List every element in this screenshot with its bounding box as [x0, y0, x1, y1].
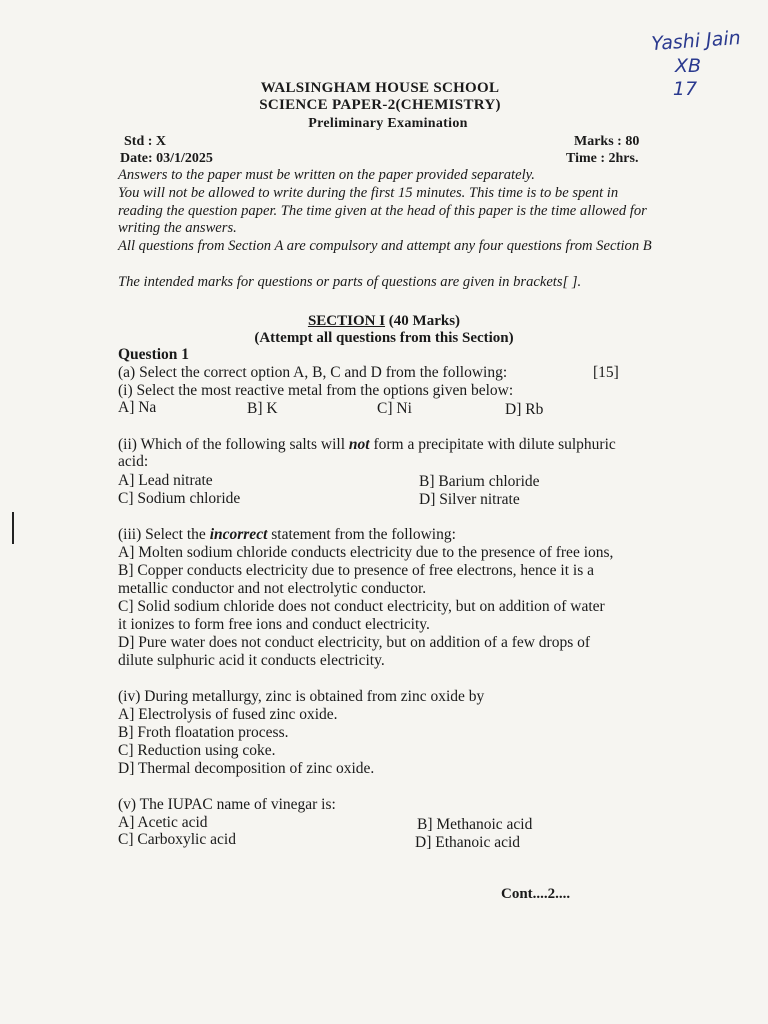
q-iv-option-d: D] Thermal decomposition of zinc oxide.	[118, 760, 375, 777]
q-ii-text-part2: form a precipitate with dilute sulphuric	[369, 436, 616, 453]
q-i-text: (i) Select the most reactive metal from the options given below:	[118, 382, 514, 399]
q-v-option-b: B] Methanoic acid	[417, 816, 533, 833]
date-label: Date: 03/1/2025	[120, 151, 213, 166]
q-iii-option-c: C] Solid sodium chloride does not conduct electricity, but on addition of water	[118, 598, 605, 615]
time-label: Time : 2hrs.	[566, 151, 639, 166]
q-ii-option-a: A] Lead nitrate	[118, 472, 213, 489]
q-ii-emphasis: not	[348, 436, 370, 453]
instruction-2: You will not be allowed to write during the first 15 minutes. This time is to be spent in reading the question paper. The time given at the head of this paper is the time allowed for writing the answers.	[118, 185, 647, 237]
q-ii-text-part1: (ii) Which of the following salts will	[118, 436, 349, 453]
question-1a-prompt: (a) Select the correct option A, B, C and D from the following:	[118, 364, 508, 381]
marks-label: Marks : 80	[574, 134, 640, 149]
instruction-3: All questions from Section A are compulsory and attempt any four questions from Section B	[118, 238, 652, 254]
q-iv-option-b: B] Froth floatation process.	[118, 724, 289, 741]
q-i-option-b: B] K	[247, 400, 278, 417]
q-iii-option-b: B] Copper conducts electricity due to presence of free electrons, hence it is a	[118, 562, 594, 579]
q-iii-text	[118, 526, 456, 544]
instruction-4: The intended marks for questions or parts of questions are given in brackets[ ].	[118, 274, 582, 290]
q-iii-option-b-cont: metallic conductor and not electrolytic conductor.	[118, 580, 427, 597]
q-ii-option-c: C] Sodium chloride	[118, 490, 241, 507]
q-ii-option-d: D] Silver nitrate	[419, 491, 520, 508]
q-iv-text: (iv) During metallurgy, zinc is obtained from zinc oxide by	[118, 688, 485, 705]
std-label: Std : X	[124, 134, 167, 149]
handwritten-class: XB	[674, 55, 702, 77]
continued-note: Cont....2....	[501, 886, 571, 902]
q-v-option-d: D] Ethanoic acid	[415, 834, 521, 851]
section-heading	[0, 313, 768, 330]
q-iii-option-a: A] Molten sodium chloride conducts electricity due to the presence of free ions,	[118, 544, 614, 561]
handwritten-roll: 17	[672, 78, 698, 100]
q-iii-text-part2: statement from the following:	[267, 526, 456, 543]
section-title: SECTION I	[307, 313, 386, 329]
handwritten-name: Yashi Jain	[650, 26, 742, 56]
q-ii-option-b: B] Barium chloride	[419, 473, 540, 490]
section-marks: (40 Marks)	[385, 313, 461, 329]
q-ii-text-cont: acid:	[118, 453, 149, 470]
paper-title: SCIENCE PAPER-2(CHEMISTRY)	[259, 97, 501, 113]
q-v-option-a: A] Acetic acid	[118, 814, 208, 831]
q-v-option-c: C] Carboxylic acid	[118, 831, 236, 848]
q-iii-text-part1: (iii) Select the	[118, 526, 210, 543]
q-iv-option-a: A] Electrolysis of fused zinc oxide.	[118, 706, 338, 723]
question-1-label: Question 1	[118, 346, 190, 363]
q-iii-option-c-cont: it ionizes to form free ions and conduct electricity.	[118, 616, 430, 633]
q-iii-emphasis: incorrect	[209, 526, 268, 543]
q-v-text: (v) The IUPAC name of vinegar is:	[118, 796, 336, 813]
exam-title: Preliminary Examination	[308, 116, 468, 131]
margin-pen-mark	[12, 512, 14, 544]
school-name: WALSINGHAM HOUSE SCHOOL	[260, 80, 500, 96]
q-ii-text	[118, 436, 616, 454]
section-note: (Attempt all questions from this Section)	[254, 330, 514, 346]
instruction-1: Answers to the paper must be written on the paper provided separately.	[118, 167, 535, 183]
q-i-option-c: C] Ni	[377, 400, 412, 417]
q-i-option-a: A] Na	[118, 399, 157, 416]
q-iii-option-d: D] Pure water does not conduct electricity, but on addition of a few drops of	[118, 634, 591, 651]
question-1a-marks: [15]	[593, 364, 619, 381]
q-iv-option-c: C] Reduction using coke.	[118, 742, 276, 759]
q-iii-option-d-cont: dilute sulphuric acid it conducts electricity.	[118, 652, 385, 669]
q-i-option-d: D] Rb	[505, 401, 544, 418]
